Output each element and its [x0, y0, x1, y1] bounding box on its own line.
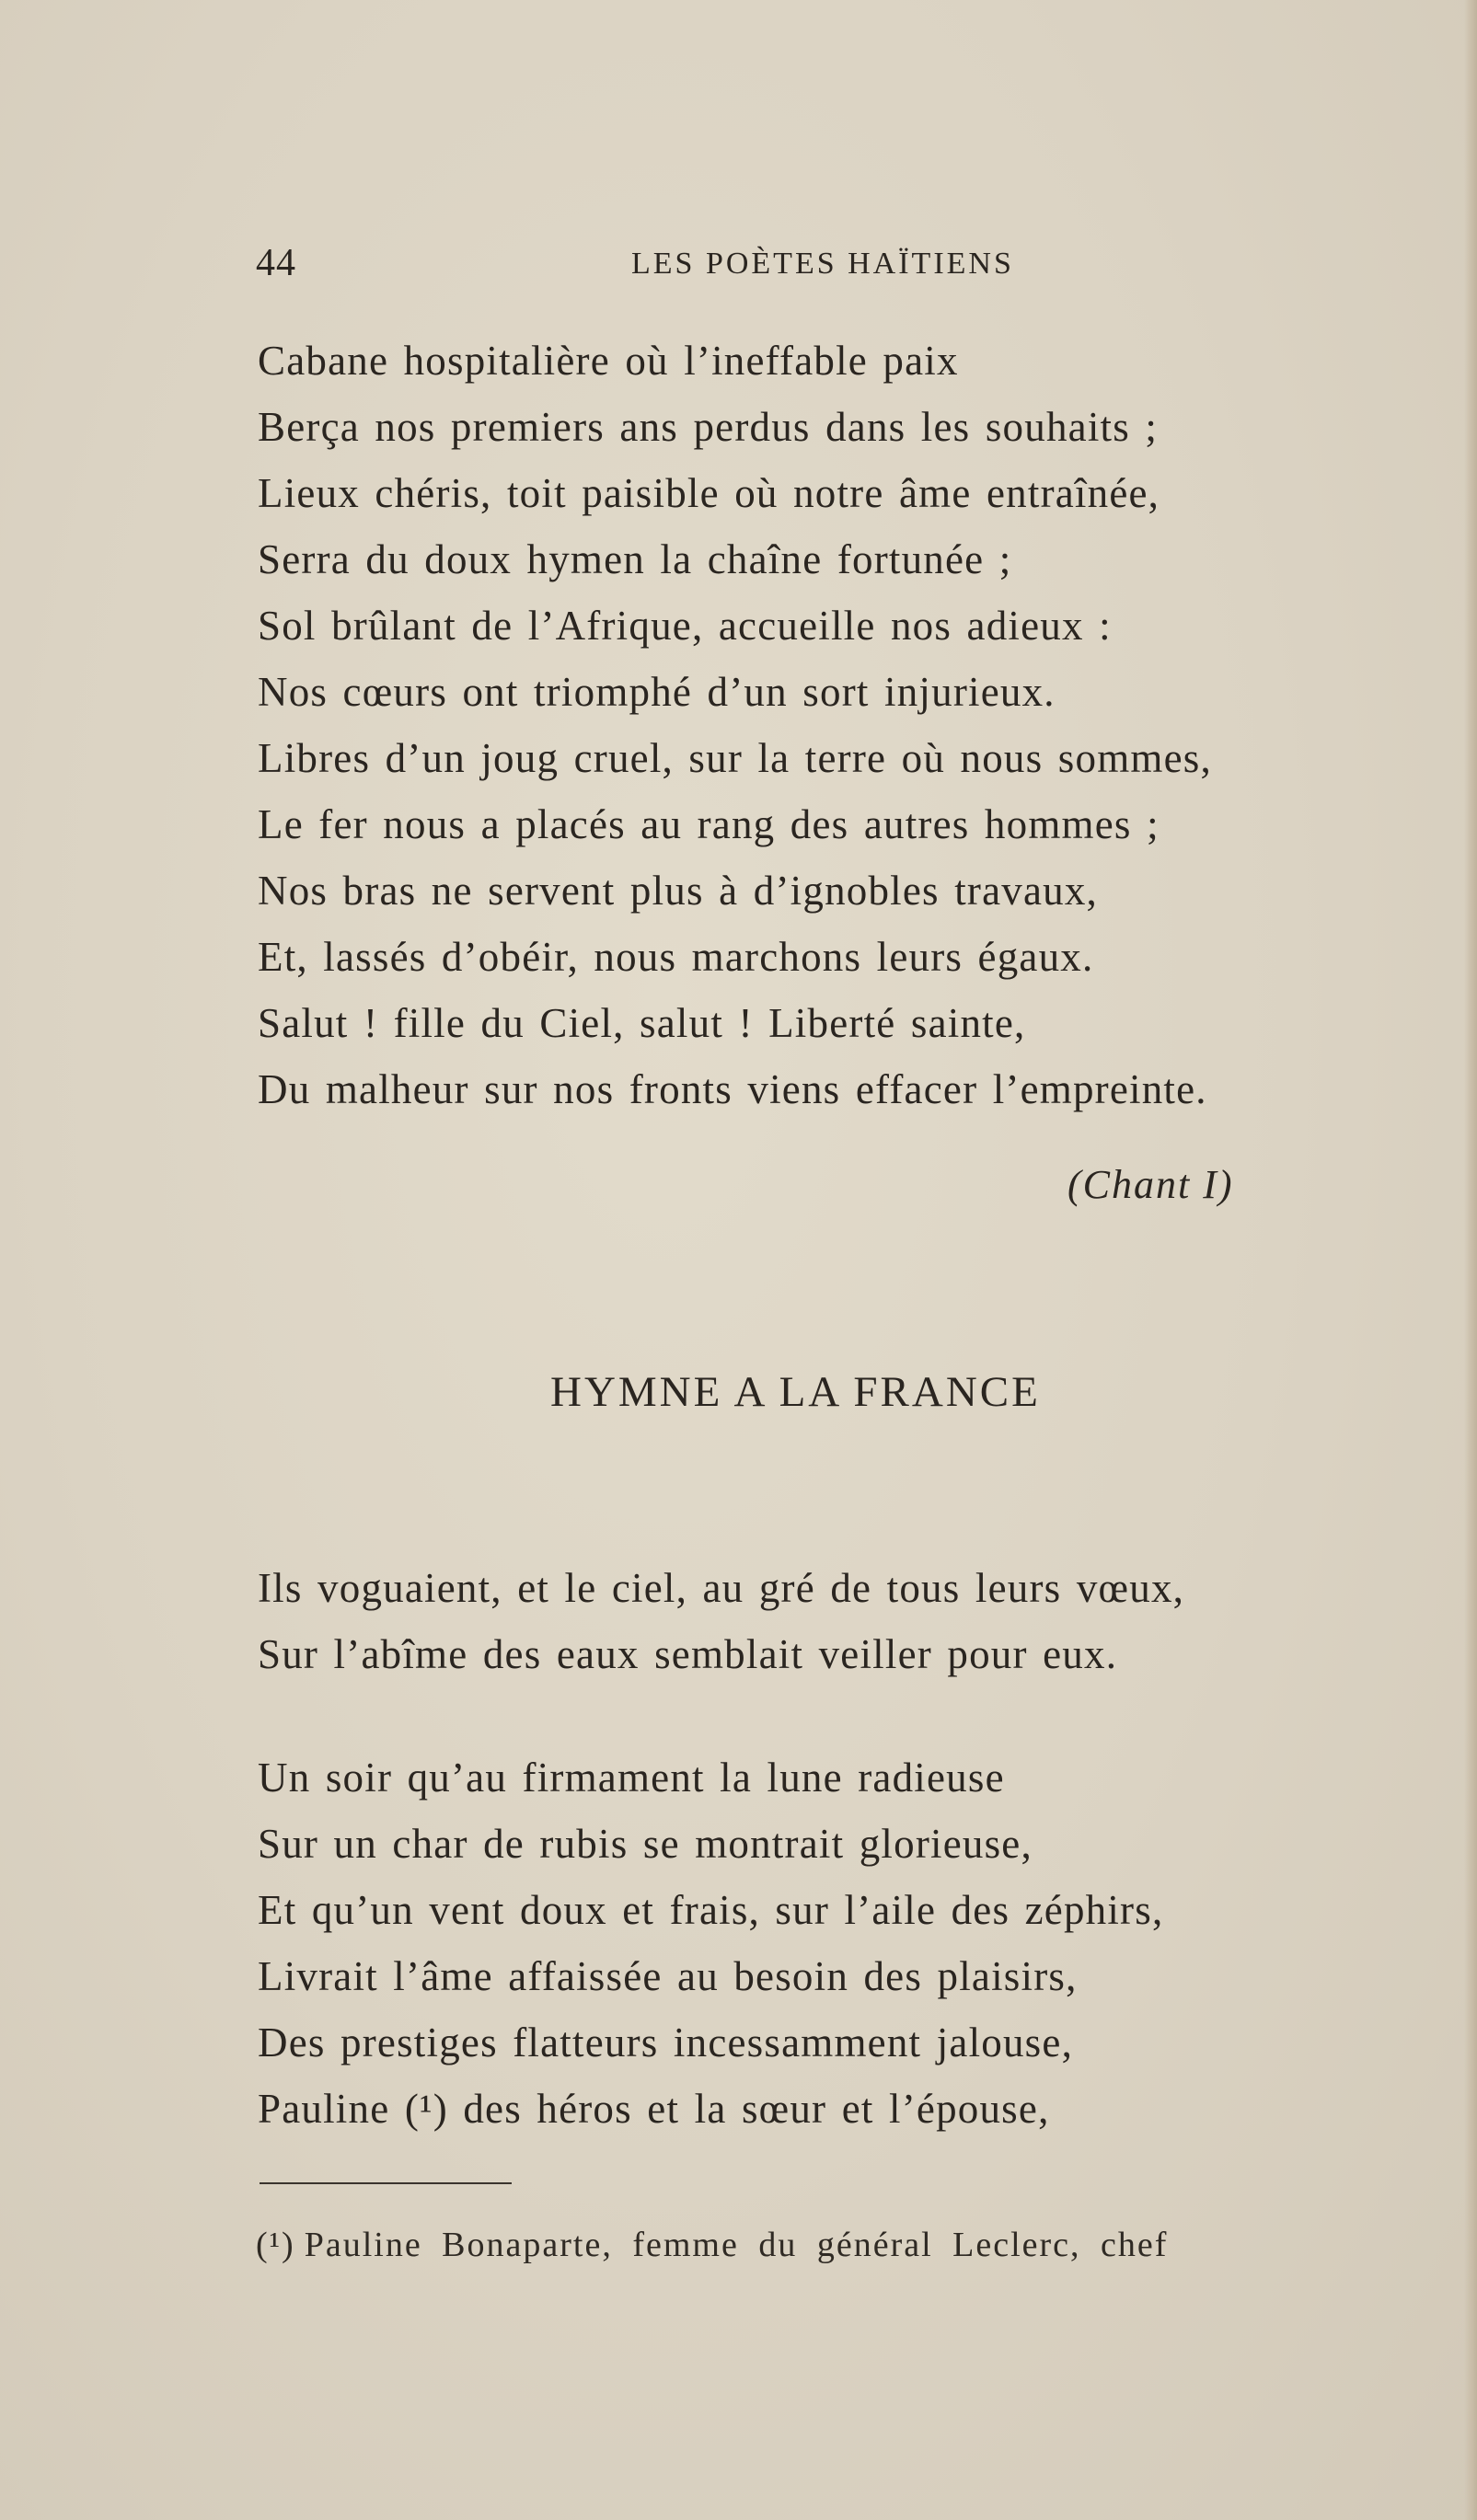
page-edge [1464, 0, 1477, 2520]
verse-line: Nos bras ne servent plus à d’ignobles travaux, [258, 868, 1098, 914]
hymn-stanza-1 [258, 1555, 1184, 1687]
verse-line: Et, lassés d’obéir, nous marchons leurs égaux. [258, 934, 1094, 980]
verse-line: Et qu’un vent doux et frais, sur l’aile des zéphirs, [258, 1887, 1164, 1933]
section-title: HYMNE A LA FRANCE [550, 1368, 1041, 1416]
running-head [0, 241, 1477, 287]
verse-line: Lieux chéris, toit paisible où notre âme entraînée, [258, 470, 1160, 516]
verse-line: Sur un char de rubis se montrait glorieuse, [258, 1821, 1033, 1867]
verse-line: Salut ! fille du Ciel, salut ! Liberté sainte, [258, 1000, 1026, 1046]
verse-line: Ils voguaient, et le ciel, au gré de tous leurs vœux, [258, 1565, 1185, 1611]
verse-line: Libres d’un joug cruel, sur la terre où nous sommes, [258, 735, 1212, 781]
verse-line: Sur l’abîme des eaux semblait veiller pour eux. [258, 1631, 1118, 1677]
verse-line: Cabane hospitalière où l’ineffable paix [258, 338, 959, 384]
verse-line: Nos cœurs ont triomphé d’un sort injurieux. [258, 669, 1056, 715]
verse-line: Du malheur sur nos fronts viens effacer l’empreinte. [258, 1066, 1207, 1112]
verse-line: Livrait l’âme affaissée au besoin des plaisirs, [258, 1953, 1078, 1999]
footnote [256, 2225, 1168, 2265]
verse-line: Pauline (¹) des héros et la sœur et l’épouse, [258, 2086, 1050, 2132]
verse-line: Un soir qu’au firmament la lune radieuse [258, 1755, 1005, 1801]
footnote-text: Pauline Bonaparte, femme du général Leclerc, chef [304, 2226, 1169, 2264]
verse-line: Serra du doux hymen la chaîne fortunée ; [258, 536, 1012, 582]
verse-line: Berça nos premiers ans perdus dans les souhaits ; [258, 404, 1159, 450]
verse-line: Des prestiges flatteurs incessamment jalouse, [258, 2019, 1074, 2065]
footnote-marker: (¹) [256, 2226, 295, 2264]
poem-stanza-chant-i [258, 328, 1212, 1122]
poem-attribution: (Chant I) [1067, 1162, 1234, 1207]
page-number: 44 [256, 242, 296, 284]
footnote-divider [260, 2182, 512, 2184]
verse-line: Sol brûlant de l’Afrique, accueille nos adieux : [258, 603, 1112, 649]
verse-line: Le fer nous a placés au rang des autres hommes ; [258, 801, 1160, 847]
running-title: LES POÈTES HAÏTIENS [631, 247, 1014, 281]
hymn-stanza-2 [258, 1744, 1163, 2142]
